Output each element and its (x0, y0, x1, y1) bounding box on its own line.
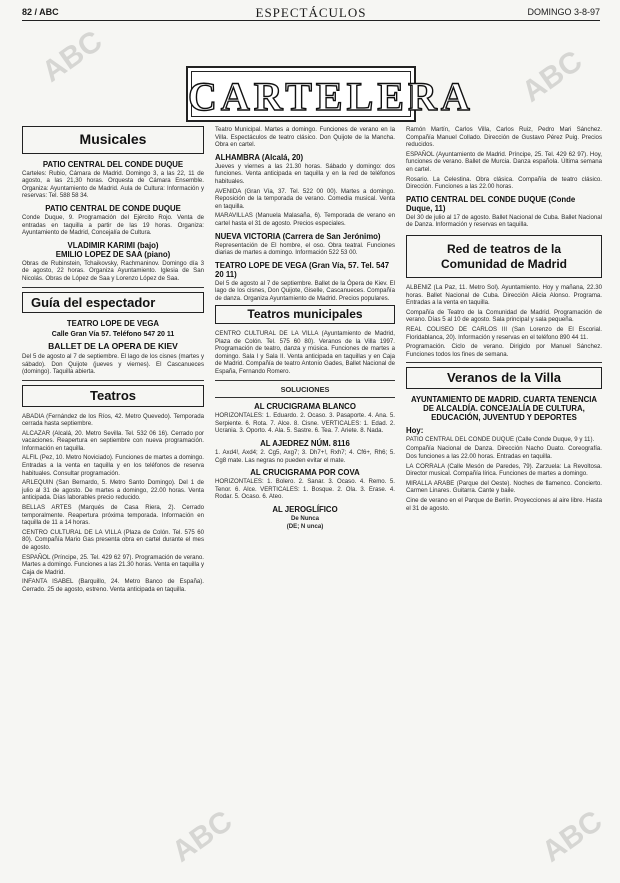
listing-text: ALCAZAR (Alcalá, 20. Metro Sevilla. Tel. 532 06 16). Cerrado por vacaciones. Reapertura en septiembre con nueva programación. Información en taquilla. (22, 429, 204, 452)
listing-title: TEATRO LOPE DE VEGA (Gran Vía, 57. Tel. 547 20 11) (215, 260, 390, 279)
listing-text: CENTRO CULTURAL DE LA VILLA (Ayuntamiento de Madrid, Plaza de Colón. Tel. 575 60 80). Veranos de la Villa 1997. Programación de teatro, danza y música. Funciones de martes a domingo. Sala I y Sala II. Venta anticipada en taquillas y en Caja de Madrid. Compañía de teatro Antonio Gades, Ballet Nacional de España, Fernando Romero. (215, 330, 395, 376)
listing-text: MIRALLA ARABE (Parque del Oeste). Noches de flamenco. Concierto. Carmen Linares. Guitarra. Cante y baile. (406, 479, 602, 495)
listing-text: Del 30 de julio al 17 de agosto. Ballet Nacional de Cuba. Ballet Nacional de Danza. Información y reservas en taquilla. (406, 213, 602, 229)
page-number: 82 / ABC (22, 7, 59, 17)
teatros-box: Teatros (22, 385, 204, 407)
listing-text: ESPAÑOL (Príncipe, 25. Tel. 429 62 97). Programación de verano. Martes a domingo. Funciones a las 21.30 horas. Venta en taquilla y Caja de Madrid. (22, 553, 204, 576)
solution-text: HORIZONTALES: 1. Eduardo. 2. Ocaso. 3. Pasaporte. 4. Ana. 5. Serpiente. 6. Rota. 7. Alce. 8. Cisne. VERTICALES: 1. Edad. 2. Ucrania. 3. Oporto. 4. Ala. 5. Sastre. 6. Tea. 7. Ariete. 8. Nada. (215, 412, 395, 435)
listing-text: Representación de El hombre, el oso. Obra teatral. Funciones diarias de martes a domingo. Información 522 53 00. (215, 241, 395, 257)
issue-date: DOMINGO 3-8-97 (527, 7, 600, 17)
watermark: ABC (516, 44, 589, 109)
listing-text: AVENIDA (Gran Vía, 37. Tel. 522 00 00). Martes a domingo. Reposición de la temporada de verano. Comedia musical. Venta en taquilla. (215, 187, 395, 210)
listing-title: PATIO CENTRAL DEL CONDE DUQUE (Conde Duque, 11) (406, 194, 576, 213)
divider (215, 380, 395, 381)
cartelera-banner (186, 66, 474, 122)
listing-title: NUEVA VICTORIA (Carrera de San Jerónimo) (215, 231, 381, 241)
divider (406, 362, 602, 363)
guia-subtitle: Calle Gran Vía 57. Teléfono 547 20 11 (51, 331, 175, 339)
listing-text: Compañía Nacional de Danza. Dirección Nacho Duato. Coreografía. Dos funciones a las 22.00 horas. Entradas en taquilla. (406, 445, 602, 461)
listing-text: Ramón Martín, Carlos Villa, Carlos Ruiz, Pedro Mari Sánchez. Compañía Manuel Collado. Dirección de Gustavo Pérez Puig. Precios reducidos. (406, 126, 602, 149)
column-left (22, 126, 204, 878)
listing-text: ALBENIZ (La Paz, 11. Metro Sol). Ayuntamiento. Hoy y mañana, 22.30 horas. Ballet Nacional de Cuba. Dirección Alicia Alonso. Programa. Entradas a la venta en taquilla. (406, 283, 602, 307)
section-title: ESPECTÁCULOS (255, 5, 367, 20)
listing-text: Programación. Ciclo de verano. Dirigido por Manuel Sánchez. Funciones todos los fines de semana. (406, 343, 602, 358)
listing-title: PATIO CENTRAL DE CONDE DUQUE (45, 203, 181, 213)
listing-text: Obras de Rubinstein, Tchaikovsky, Rachmaninov. Domingo día 3 de agosto, 22 horas. Organiza Ayuntamiento. Iglesia de San Nicolás. Obras de López de Saa y Lorenzo López de Saa. (22, 259, 204, 282)
watermark: ABC (36, 24, 109, 89)
listing-text: BELLAS ARTES (Marqués de Casa Riera, 2). Cerrado temporalmente. Reapertura próxima temporada. Información en taquilla de 11 a 14 horas. (22, 504, 204, 527)
solution-title: AL CRUCIGRAMA POR COVA (250, 468, 360, 478)
watermark: ABC (166, 804, 239, 869)
guia-box: Guía del espectador (22, 292, 204, 314)
veranos-title: AYUNTAMIENTO DE MADRID. CUARTA TENENCIA DE ALCALDÍA. CONCEJALÍA DE CULTURA, EDUCACIÓN, JUVENTUD Y DEPORTES (410, 394, 598, 422)
listing-text: Carteles: Rubio, Cámara de Madrid. Domingo 3, a las 22, 11 de agosto, a las 21,30 horas. Orquesta de Cámara Ensemble. Organiza: Ayuntamiento de Madrid. Aula de Cultura: Información y reservas: Tel. 588 58 34. (22, 169, 204, 200)
listing-text: Cine de verano en el Parque de Berlín. Proyecciones al aire libre. Hasta el 31 de agosto. (406, 497, 602, 512)
listing-text: ALFIL (Pez, 10. Metro Noviciado). Funciones de martes a domingo. Entradas a la venta en taquilla y en los teléfonos de reserva habituales. Consultar programación. (22, 454, 204, 477)
guia-title: TEATRO LOPE DE VEGA (66, 319, 160, 329)
solutions-heading: SOLUCIONES (280, 384, 330, 394)
hoy-label: Hoy: (406, 425, 424, 435)
listing-text: LA CORRALA (Calle Mesón de Paredes, 79). Zarzuela: La Revoltosa. Director musical. Compañía lírica. Funciones de martes a domingo. (406, 462, 602, 478)
listing-text: INFANTA ISABEL (Barquillo, 24. Metro Banco de España). Cerrado. 25 de agosto, estreno. Venta anticipada en taquilla. (22, 578, 204, 593)
listing-text: REAL COLISEO DE CARLOS III (San Lorenzo de El Escorial. Floridablanca, 20). Información y reservas en el teléfono 890 44 11. (406, 325, 602, 341)
listing-text: ARLEQUIN (San Bernardo, 5. Metro Santo Domingo). Del 1 de julio al 31 de agosto. De martes a domingo, 22.00 horas. Venta anticipada. Días laborables precio reducido. (22, 479, 204, 502)
listing-text: PATIO CENTRAL DEL CONDE DUQUE (Calle Conde Duque, 9 y 11). (406, 435, 595, 443)
banner-title: CARTELERA (188, 74, 474, 119)
listing-title: VLADIMIR KARIMI (bajo) EMILIO LOPEZ DE SAA (piano) (55, 240, 171, 259)
guia-text: Del 5 de agosto al 7 de septiembre. El lago de los cisnes (martes y sábado). Don Quijote (jueves y viernes). El Cascanueces (domingo). Taquilla abierta. (22, 353, 204, 376)
solution-title: AL CRUCIGRAMA BLANCO (254, 402, 356, 412)
solution-title: AL AJEDREZ NÚM. 8116 (260, 439, 350, 449)
listing-text: Teatro Municipal. Martes a domingo. Funciones de verano en la Villa. Espectáculos de teatro clásico. Don Quijote de la Mancha. Obra en cartel. (215, 126, 395, 149)
column-right (406, 126, 602, 878)
column-middle (215, 126, 395, 878)
veranos-box: Veranos de la Villa (406, 367, 602, 389)
solution-title: AL JEROGLÍFICO (272, 505, 338, 514)
listing-text: Del 5 de agosto al 7 de septiembre. Ballet de la Ópera de Kiev. El lago de los cisnes, Don Quijote, Giselle, Cascanueces. Compañía de danza. Organiza Ayuntamiento de Madrid. Precios populares. (215, 279, 395, 302)
listing-title: ALHAMBRA (Alcalá, 20) (215, 152, 304, 162)
solution-text: 1. Axd4!, Axd4; 2. Cg5, Axg7; 3. Dh7+!, Rxh7; 4. Cf6+, Rh6; 5. Cg8 mate. Las negras no pueden evitar el mate. (215, 449, 395, 464)
solution-text: De Nunca (DE; N unca) (286, 515, 324, 530)
listing-title: PATIO CENTRAL DEL CONDE DUQUE (42, 159, 184, 169)
page-header (22, 6, 600, 21)
listing-text: MARAVILLAS (Manuela Malasaña, 6). Temporada de verano en cartel hasta el 31 de agosto. Precios especiales. (215, 212, 395, 227)
divider (22, 287, 204, 288)
listing-text: Rosario. La Celestina. Obra clásica. Compañía de teatro clásico. Dirección. Funciones a las 22.00 horas. (406, 175, 602, 191)
guia-headline: BALLET DE LA OPERA DE KIEV (48, 341, 178, 352)
listing-text: ABADIA (Fernández de los Ríos, 42. Metro Quevedo). Temporada cerrada hasta septiembre. (22, 412, 204, 428)
divider (215, 397, 395, 398)
listing-text: CENTRO CULTURAL DE LA VILLA (Plaza de Colón. Tel. 575 60 80). Compañía Mario Gas presenta obra en cartel durante el mes de agosto. (22, 528, 204, 551)
red-teatros-box: Red de teatros de la Comunidad de Madrid (406, 235, 602, 278)
listing-text: Compañía de Teatro de la Comunidad de Madrid. Programación de verano. Días 5 al 10 de agosto. Sala principal y sala pequeña. (406, 308, 602, 324)
musicales-box: Musicales (22, 126, 204, 154)
listing-text: Conde Duque, 9. Programación del Ejército Rojo. Venta de entradas en taquilla a partir de las 19 horas. Organiza: Ayuntamiento de Madrid, Concejalía de Cultura. (22, 213, 204, 237)
watermark: ABC (536, 804, 609, 869)
divider (22, 380, 204, 381)
teatros-municipales-box: Teatros municipales (215, 305, 395, 325)
listing-text: Jueves y viernes a las 21.30 horas. Sábado y domingo: dos funciones. Venta anticipada en taquilla y en la red de teléfonos habituales. (215, 162, 395, 185)
listing-text: ESPAÑOL (Ayuntamiento de Madrid. Príncipe, 25. Tel. 429 62 97). Hoy, funciones de verano. Ballet de Murcia. Danza española. Última semana en cartel. (406, 150, 602, 173)
solution-text: HORIZONTALES: 1. Bolero. 2. Sanar. 3. Ocaso. 4. Remo. 5. Tenor. 6. Alce. VERTICALES: 1. Bosque. 2. Ola. 3. Erase. 4. Rodar. 5. Ocaso. 6. Ateo. (215, 478, 395, 501)
